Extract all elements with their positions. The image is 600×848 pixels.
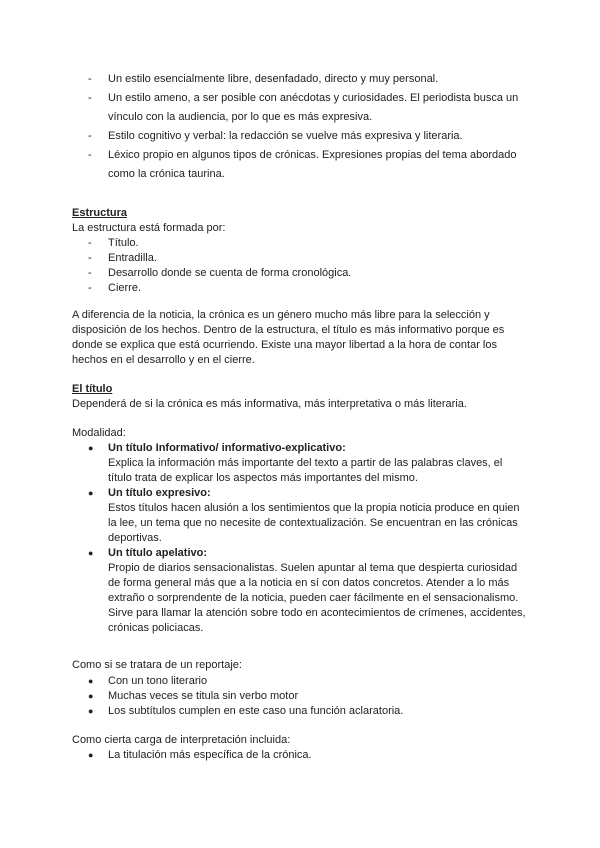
list-item: ● Los subtítulos cumplen en este caso una función aclaratoria. xyxy=(88,704,528,719)
intro-dash-list xyxy=(88,70,538,184)
estructura-section xyxy=(72,206,532,236)
list-item: - Un estilo ameno, a ser posible con anécdotas y curiosidades. El periodista busca un vínculo con la audiencia, por lo que es más expresiva. xyxy=(88,89,538,127)
list-item: - Desarrollo donde se cuenta de forma cronológica. xyxy=(88,266,538,281)
estructura-paragraph: A diferencia de la noticia, la crónica es un género mucho más libre para la selección y disposición de los hechos. Dentro de la estructura, el título es más informativo porque es donde se explica que está ocurriendo. Existe una mayor libertad a la hora de contar los hechos en el desarrollo y en el cierre. xyxy=(72,309,505,366)
type-name: ● Un título apelativo: xyxy=(108,547,207,559)
list-item: - Título. xyxy=(88,236,538,251)
titulo-types-list xyxy=(88,441,528,636)
section-heading-titulo: El título xyxy=(72,383,113,395)
titulo-section xyxy=(72,382,532,412)
list-item: ● La titulación más específica de la crónica. xyxy=(88,748,528,763)
list-item: - Un estilo esencialmente libre, desenfadado, directo y muy personal. xyxy=(88,70,538,89)
list-item: - Estilo cognitivo y verbal: la redacción se vuelve más expresiva y literaria. xyxy=(88,127,538,146)
type-description: Propio de diarios sensacionalistas. Suelen apuntar al tema que despierta curiosidad de forma general más que a la noticia en sí con datos concretos. Atender a lo más extraño o sorprendente de la noticia, pueden caer fácilmente en el sensacionalismo. Sirve para llamar la atención sobre todo en acontecimientos de crímenes, accidentes, crónicas policiacas. xyxy=(108,562,526,634)
list-item: - Léxico propio en algunos tipos de crónicas. Expresiones propias del tema abordado como la crónica taurina. xyxy=(88,146,538,184)
list-item: ● Con un tono literario xyxy=(88,674,528,689)
reportaje-intro: Como si se tratara de un reportaje: xyxy=(72,659,242,671)
type-name: ● Un título expresivo: xyxy=(108,487,211,499)
titulo-intro: Dependerá de si la crónica es más informativa, más interpretativa o más literaria. xyxy=(72,398,467,410)
interpretacion-intro: Como cierta carga de interpretación incluida: xyxy=(72,734,291,746)
list-item: ● Muchas veces se titula sin verbo motor xyxy=(88,689,528,704)
list-item xyxy=(88,546,528,636)
type-name: ● Un título Informativo/ informativo-explicativo: xyxy=(108,442,346,454)
estructura-list xyxy=(88,236,538,296)
list-item: - Entradilla. xyxy=(88,251,538,266)
reportaje-list xyxy=(88,674,528,719)
list-item xyxy=(88,441,528,486)
type-description: Explica la información más importante del texto a partir de las palabras claves, el título trata de explicar los aspectos más importantes del mismo. xyxy=(108,457,503,484)
section-heading-estructura: Estructura xyxy=(72,207,128,219)
modalidad-label: Modalidad: xyxy=(72,427,126,439)
list-item xyxy=(88,486,528,546)
type-description: Estos títulos hacen alusión a los sentimientos que la propia noticia produce en quien la lee, un tema que no necesite de contextualización. Se encuentran en las crónicas deportivas. xyxy=(108,502,520,544)
list-item: - Cierre. xyxy=(88,281,538,296)
interpretacion-list xyxy=(88,748,528,763)
estructura-intro: La estructura está formada por: xyxy=(72,222,226,234)
